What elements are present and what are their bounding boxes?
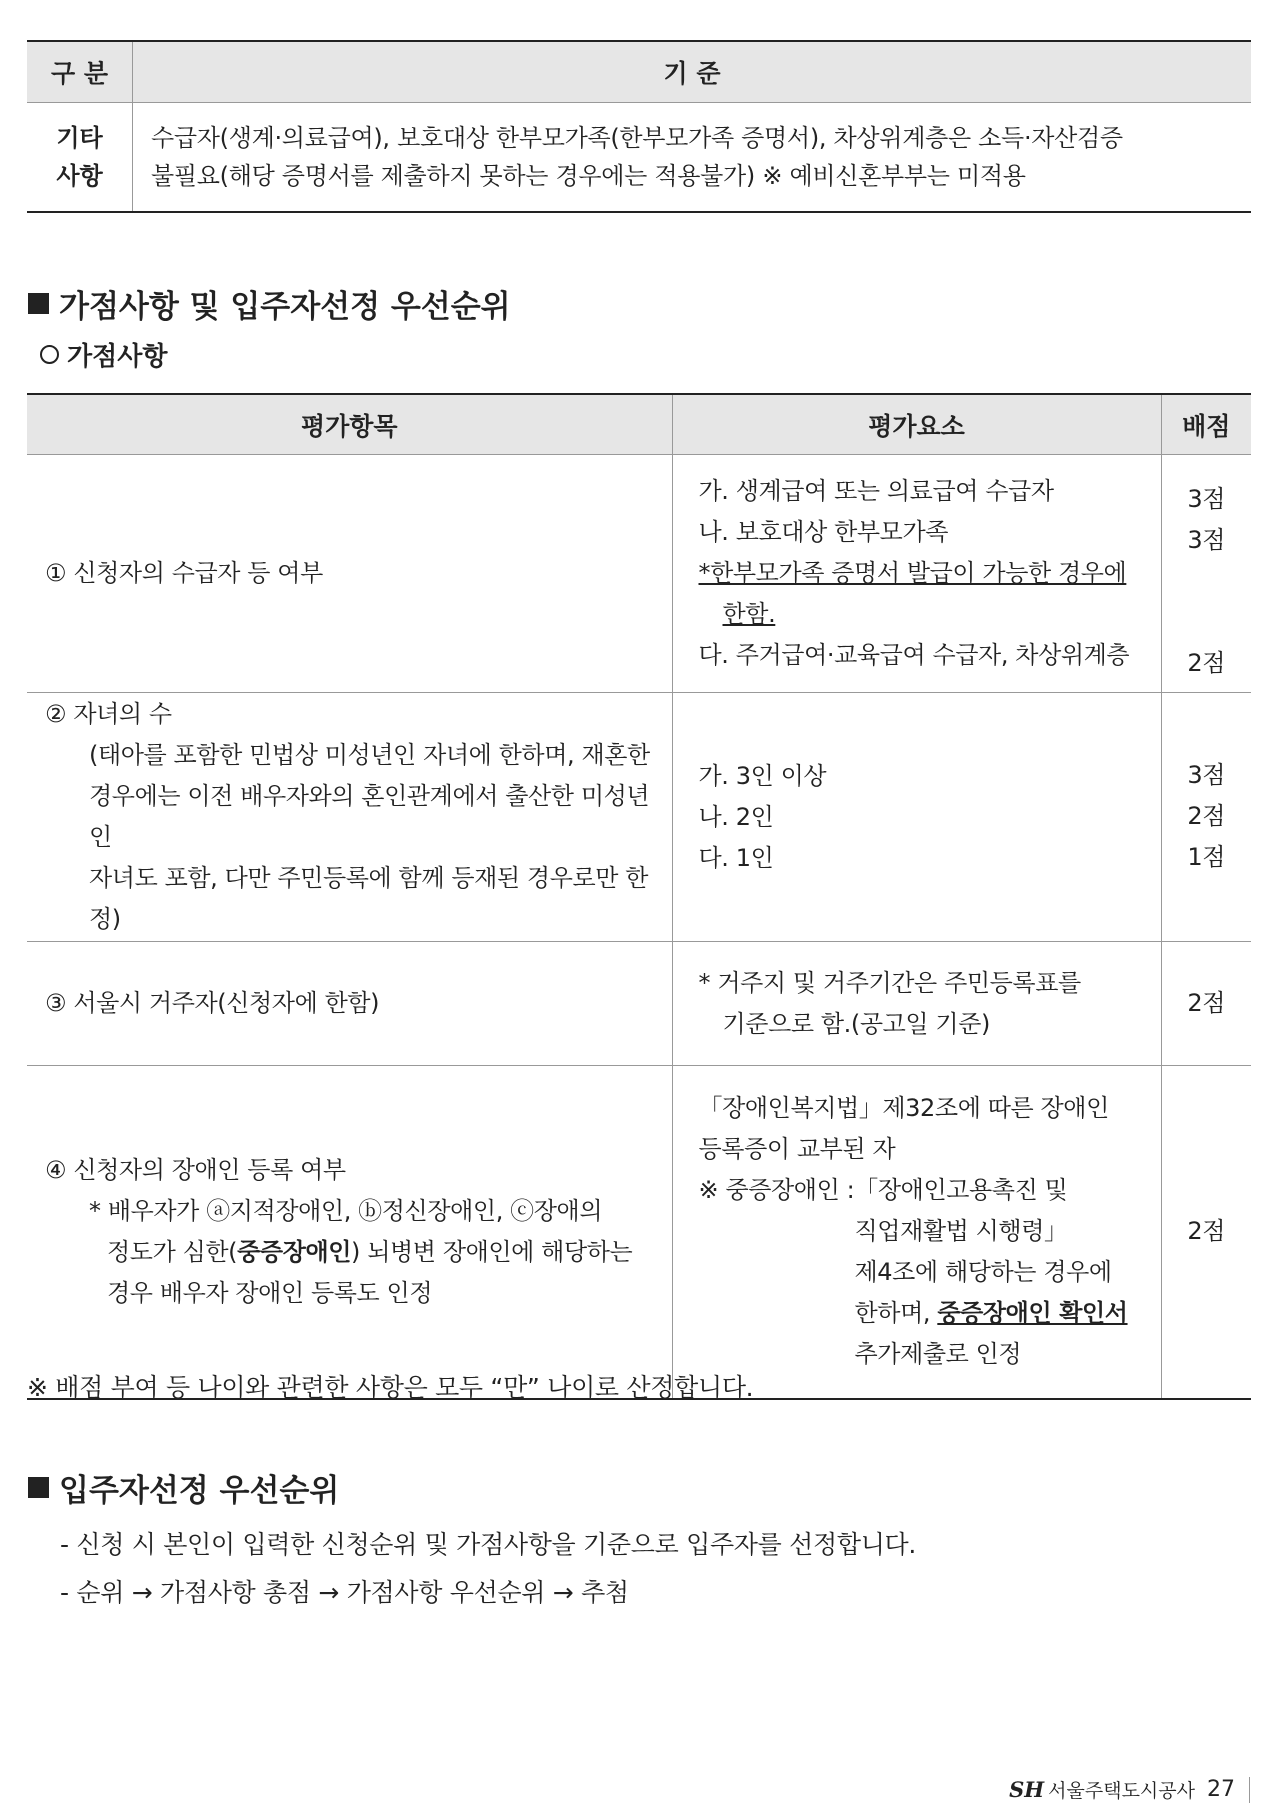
table-row — [27, 455, 1251, 693]
element-cell: 가. 생계급여 또는 의료급여 수급자 나. 보호대상 한부모가족 *한부모가족 증명서 발급이 가능한 경우에 한함. 다. 주거급여·교육급여 수급자, 차상위계층 — [672, 455, 1161, 693]
score-table — [27, 393, 1251, 1400]
item-cell: ④ 신청자의 장애인 등록 여부 * 배우자가 ⓐ지적장애인, ⓑ정신장애인, ⓒ장애의 정도가 심한(중증장애인) 뇌병변 장애인에 해당하는 경우 배우자 장애인 등록도 인정 — [27, 1066, 672, 1399]
row-criteria: 수급자(생계·의료급여), 보호대상 한부모가족(한부모가족 증명서), 차상위계층은 소득·자산검증 불필요(해당 증명서를 제출하지 못하는 경우에는 적용불가) ※ 예비신혼부부는 미적용 — [151, 124, 1123, 190]
table-row — [27, 942, 1251, 1066]
score-cell: 3점 2점 1점 — [1161, 693, 1251, 942]
col-header-item: 평가항목 — [27, 394, 672, 455]
score-cell: 2점 — [1161, 1066, 1251, 1399]
table-row — [27, 1066, 1251, 1399]
col-header-element: 평가요소 — [672, 394, 1161, 455]
age-note: ※ 배점 부여 등 나이와 관련한 사항은 모두 “만” 나이로 산정합니다. — [27, 1373, 754, 1402]
item-cell: ③ 서울시 거주자(신청자에 한함) — [27, 942, 672, 1066]
col-header-category: 구 분 — [27, 41, 133, 103]
org-name: 서울주택도시공사 — [1048, 1780, 1195, 1802]
element-cell: * 거주지 및 거주기간은 주민등록표를 기준으로 함.(공고일 기준) — [672, 942, 1161, 1066]
footer-divider — [1249, 1777, 1250, 1803]
page-number: 27 — [1207, 1777, 1235, 1802]
section-heading-bonus: 가점사항 및 입주자선정 우선순위 — [28, 281, 511, 326]
circle-bullet-icon — [40, 345, 59, 364]
element-cell: 「장애인복지법」제32조에 따른 장애인 등록증이 교부된 자 ※ 중증장애인 :「장애인고용촉진 및 직업재활법 시행령」 제4조에 해당하는 경우에 한하며, 중증장애인 확인서 추가제출로 인정 — [672, 1066, 1161, 1399]
item-cell: ② 자녀의 수 (태아를 포함한 민법상 미성년인 자녀에 한하며, 재혼한 경우에는 이전 배우자와의 혼인관계에서 출산한 미성년인 자녀도 포함, 다만 주민등록에 함께 등재된 경우로만 한정) — [27, 693, 672, 942]
col-header-score: 배점 — [1161, 394, 1251, 455]
priority-bullet: - 신청 시 본인이 입력한 신청순위 및 가점사항을 기준으로 입주자를 선정합니다. — [60, 1530, 917, 1559]
table-row — [27, 693, 1251, 942]
criteria-table — [27, 40, 1251, 213]
col-header-criteria: 기 준 — [133, 41, 1252, 103]
row-label: 기타 사항 — [27, 103, 133, 213]
element-cell: 가. 3인 이상 나. 2인 다. 1인 — [672, 693, 1161, 942]
section-heading-priority: 입주자선정 우선순위 — [28, 1465, 339, 1510]
square-bullet-icon — [28, 1477, 49, 1498]
page-footer — [1009, 1776, 1250, 1803]
score-cell: 2점 — [1161, 942, 1251, 1066]
score-cell: 3점 3점 2점 — [1161, 455, 1251, 693]
subheading-bonus: 가점사항 — [40, 336, 167, 373]
square-bullet-icon — [28, 293, 49, 314]
sh-logo: SH — [1009, 1777, 1045, 1802]
priority-bullet: - 순위 → 가점사항 총점 → 가점사항 우선순위 → 추첨 — [60, 1578, 629, 1607]
item-cell: ① 신청자의 수급자 등 여부 — [27, 455, 672, 693]
